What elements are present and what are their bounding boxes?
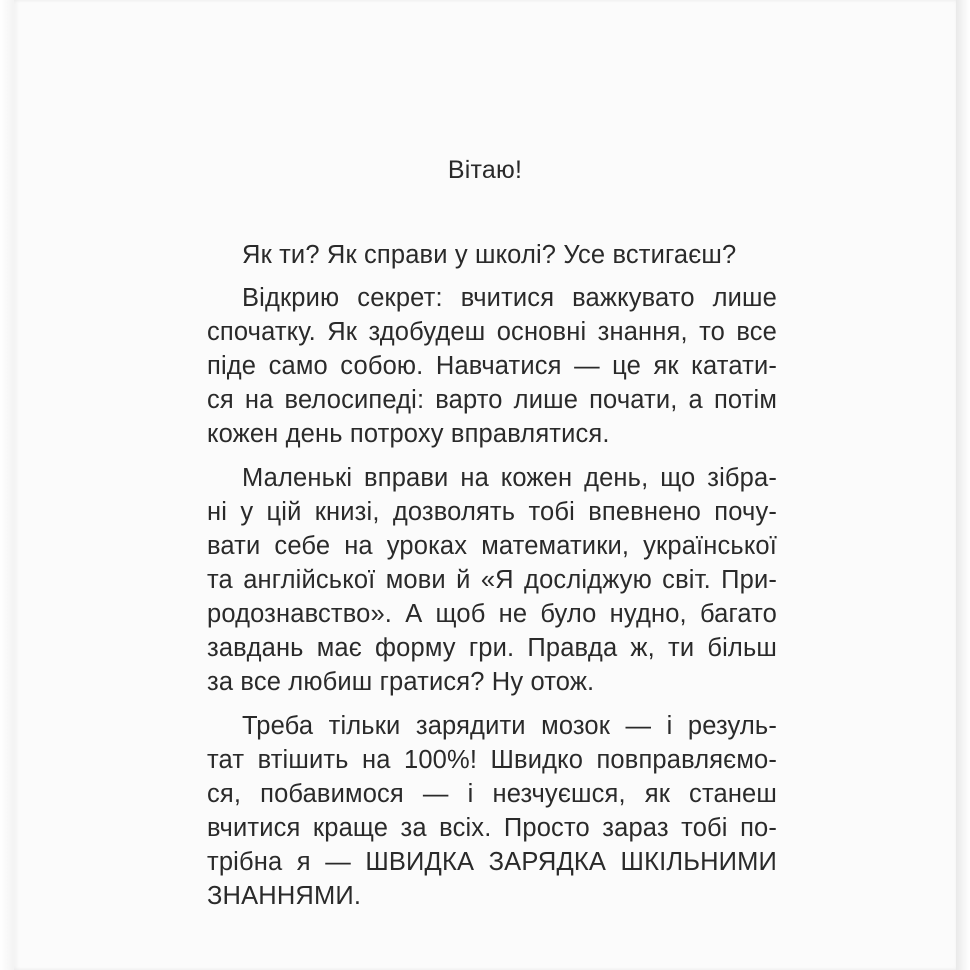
paragraph-4-line-3: ся, побавимося — і незчуєшся, як станеш [207, 780, 777, 808]
page-right-edge [956, 0, 970, 970]
paragraph-4-line-1: Треба тільки зарядити мозок — і резуль- [242, 712, 777, 740]
paragraph-2-line-4: ся на велосипеді: варто лише почати, а потім [207, 386, 777, 414]
paragraph-1-line-1: Як ти? Як справи у школі? Усе встигаєш? [242, 241, 737, 269]
paragraph-3-line-7: за все любиш гратися? Ну отож. [207, 668, 595, 696]
paragraph-3-line-2: ні у цій книзі, дозволять тобі впевнено почу- [207, 498, 777, 526]
paragraph-4-line-4: вчитися краще за всіх. Просто зараз тобі по- [207, 814, 777, 842]
page-left-edge [0, 0, 14, 970]
paragraph-3-line-1: Маленькі вправи на кожен день, що зібра- [242, 464, 777, 492]
paragraph-2-line-2: спочатку. Як здобудеш основні знання, то все [207, 318, 777, 346]
paragraph-3-line-5: родознавство». А щоб не було нудно, багато [207, 600, 777, 628]
paragraph-2-line-1: Відкрию секрет: вчитися важкувато лише [242, 284, 777, 312]
greeting-heading: Вітаю! [447, 156, 523, 184]
paragraph-3-line-3: вати себе на уроках математики, української [207, 532, 777, 560]
paragraph-2-line-5: кожен день потроху вправлятися. [207, 420, 610, 448]
paragraph-3-line-4: та англійської мови й «Я досліджую світ. При- [207, 566, 777, 594]
paragraph-4-line-6: ЗНАННЯМИ. [207, 882, 362, 910]
paragraph-3-line-6: завдань має форму гри. Правда ж, ти більш [207, 634, 777, 662]
paragraph-4-line-2: тат втішить на 100%! Швидко повправляємо- [207, 746, 777, 774]
paragraph-2-line-3: піде само собою. Навчатися — це як катати- [207, 352, 777, 380]
paragraph-4-line-5: трібна я — ШВИДКА ЗАРЯДКА ШКІЛЬНИМИ [207, 848, 777, 876]
